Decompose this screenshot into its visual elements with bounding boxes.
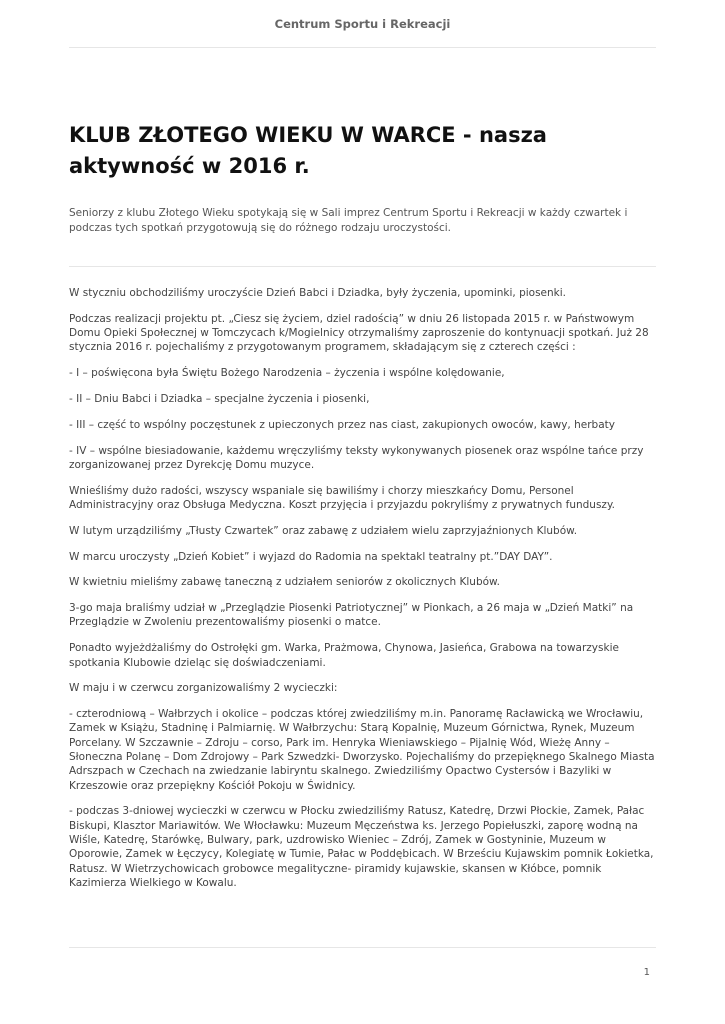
page-number: 1	[643, 967, 650, 978]
paragraph: Ponadto wyjeżdżaliśmy do Ostrołęki gm. Warka, Prażmowa, Chynowa, Jasieńca, Grabowa na towarzyskie spotkania Klubowie dzieląc się doświadczeniami.	[69, 642, 619, 669]
article-title: KLUB ZŁOTEGO WIEKU W WARCE - nasza aktywność w 2016 r.	[69, 123, 547, 178]
paragraph: W styczniu obchodziliśmy uroczyście Dzień Babci i Dziadka, były życzenia, upominki, piosenki.	[69, 287, 566, 299]
paragraph: - II – Dniu Babci i Dziadka – specjalne życzenia i piosenki,	[69, 392, 370, 405]
footer-divider	[69, 947, 656, 948]
paragraph: Wnieśliśmy dużo radości, wszyscy wspaniale się bawiliśmy i chorzy mieszkańcy Domu, Personel Administracyjny oraz Obsługa Medyczna. Koszt przyjęcia i przyjazdu pokryliśmy z prywatnych funduszy.	[69, 484, 615, 511]
article-body	[69, 286, 659, 902]
paragraph: W marcu uroczysty „Dzień Kobiet” i wyjazd do Radomia na spektakl teatralny pt.”DAY DAY”.	[69, 550, 553, 563]
site-header: Centrum Sportu i Rekreacji	[274, 17, 451, 31]
paragraph: - czterodniową – Wałbrzych i okolice – podczas której zwiedziliśmy m.in. Panoramę Racławicką we Wrocławiu, Zamek w Książu, Stadninę i Palmiarnię. W Wałbrzychu: Starą Kopalnię, Muzeum Górnictwa, Rynek, Muzeum Porcelany. W Szczawnie – Zdroju – corso, Park im. Henryka Wieniawskiego – Pijalnię Wód, Wieżę Anny – Słoneczna Polanę – Dom Zdrojowy – Park Szwedzki- Dworzysko. Pojechaliśmy do przepięknego Skalnego Miasta Adrszpach w Czechach na zwiedzanie labiryntu skalnego. Zwiedziliśmy Opactwo Cystersów i Bazyliki w Krzeszowie oraz przepiękny Kościół Pokoju w Świdnicy.	[69, 708, 655, 792]
header-divider	[69, 47, 656, 48]
paragraph: 3-go maja braliśmy udział w „Przeglądzie Piosenki Patriotycznej” w Pionkach, a 26 maja w „Dzień Matki” na Przeglądzie w Zwoleniu prezentowaliśmy piosenki o matce.	[69, 602, 634, 629]
paragraph: W kwietniu mieliśmy zabawę taneczną z udziałem seniorów z okolicznych Klubów.	[69, 576, 501, 589]
paragraph: W maju i w czerwcu zorganizowaliśmy 2 wycieczki:	[69, 682, 338, 695]
paragraph: - IV – wspólne biesiadowanie, każdemu wręczyliśmy teksty wykonywanych piosenek oraz wspólne tańce przy zorganizowanej przez Dyrekcję Domu muzyce.	[69, 444, 644, 471]
paragraph: - III – część to wspólny poczęstunek z upieczonych przez nas ciast, zakupionych owoców, kawy, herbaty	[69, 418, 615, 431]
article-intro: Seniorzy z klubu Złotego Wieku spotykają się w Sali imprez Centrum Sportu i Rekreacji w każdy czwartek i podczas tych spotkań przygotowują się do różnego rodzaju uroczystości.	[69, 207, 628, 234]
paragraph: - I – poświęcona była Świętu Bożego Narodzenia – życzenia i wspólne kolędowanie,	[69, 367, 505, 380]
paragraph: - podczas 3-dniowej wycieczki w czerwcu w Płocku zwiedziliśmy Ratusz, Katedrę, Drzwi Płockie, Zamek, Pałac Biskupi, Klasztor Mariawitów. We Włocławku: Muzeum Męczeństwa ks. Jerzego Popiełuszki, zaporę wodną na Wiśle, Katedrę, Starówkę, Bulwary, park, uzdrowisko Wieniec – Zdrój, Zamek w Gostyninie, Muzeum w Oporowie, Zamek w Łęczycy, Kolegiatę w Tumie, Pałac w Poddębicach. W Brześciu Kujawskim pomnik Łokietka, Ratusz. W Wietrzychowicach grobowce megalityczne- piramidy kujawskie, skansen w Kłóbce, pomnik Kazimierza Wielkiego w Kowalu.	[69, 805, 654, 889]
paragraph: W lutym urządziliśmy „Tłusty Czwartek” oraz zabawę z udziałem wielu zaprzyjaźnionych Klubów.	[69, 524, 578, 537]
intro-divider	[69, 266, 656, 267]
paragraph: Podczas realizacji projektu pt. „Ciesz się życiem, dziel radością” w dniu 26 listopada 2015 r. w Państwowym Domu Opieki Społecznej w Tomczycach k/Mogielnicy otrzymaliśmy zaproszenie do kontynuacji spotkań. Już 28 stycznia 2016 r. pojechaliśmy z przygotowanym programem, składającym się z czterech części :	[69, 312, 649, 354]
